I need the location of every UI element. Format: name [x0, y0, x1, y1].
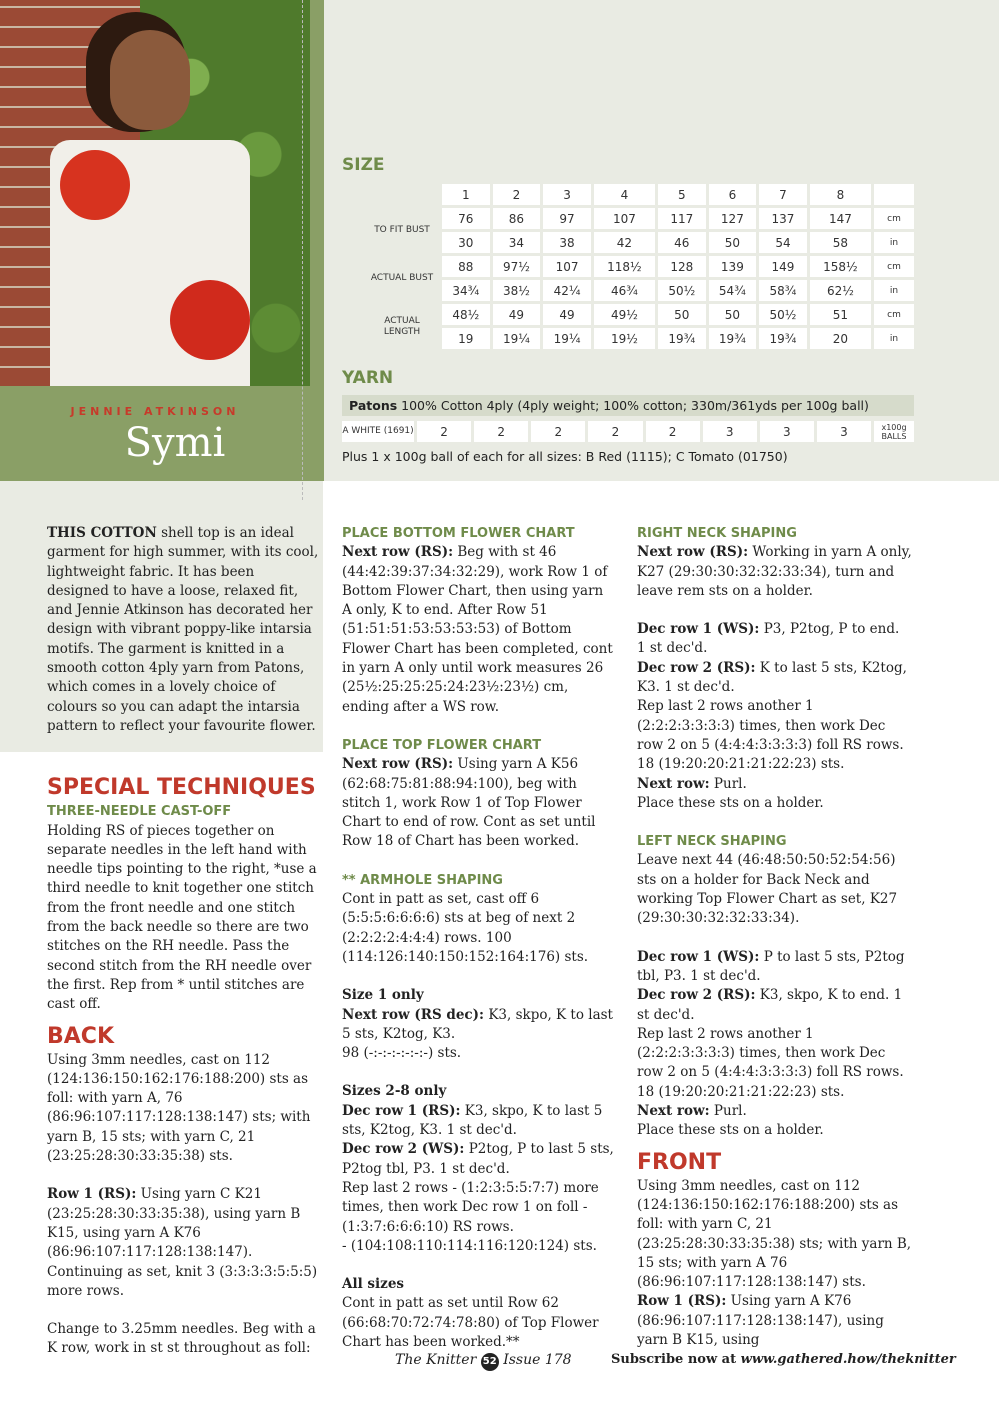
- cell: 137: [759, 208, 807, 229]
- info-panel: [324, 0, 999, 481]
- cell: 19: [442, 328, 490, 349]
- ball-cell: 3: [760, 421, 814, 442]
- unit-cm: cm: [874, 256, 914, 277]
- size-cell: 7: [759, 184, 807, 205]
- cell: 42¼: [543, 280, 591, 301]
- yarn-row-label: A WHITE (1691): [342, 421, 414, 442]
- unit-cm: cm: [874, 304, 914, 325]
- yarn-desc-bar: [342, 395, 914, 416]
- right-neck-dec: Dec row 1 (WS): P3, P2tog, P to end. 1 st dec'd. Dec row 2 (RS): K to last 5 sts, K2tog, K3. 1 st dec'd. Rep last 2 rows another 1 (2:2:2:3:3:3:3) times, then work Dec row 2 on 5 (4:4:4:3:3:3:3) foll RS rows. 18 (19:20:20:21:21:22:23) sts. Next row: Purl. Place these sts on a holder.: [637, 621, 907, 811]
- cell: 158½: [810, 256, 871, 277]
- unit-in: in: [874, 328, 914, 349]
- cell: 62½: [810, 280, 871, 301]
- cell: 58¾: [759, 280, 807, 301]
- size-cell: 3: [543, 184, 591, 205]
- ball-cell: 3: [817, 421, 871, 442]
- cell: 128: [658, 256, 706, 277]
- model-photo: [0, 0, 310, 386]
- cell: 38: [543, 232, 591, 253]
- footer-right: [611, 1352, 956, 1367]
- cell: 147: [810, 208, 871, 229]
- cell: 50½: [759, 304, 807, 325]
- cell: 19¼: [493, 328, 541, 349]
- yarn-table: [339, 418, 917, 445]
- left-neck-dec: Dec row 1 (WS): P to last 5 sts, P2tog tbl, P3. 1 st dec'd. Dec row 2 (RS): K3, skpo, K to end. 1 st dec'd. Rep last 2 rows another 1 (2:2:2:3:3:3:3) times, then work Dec row 2 on 5 (4:4:4:3:3:3:3) foll RS rows. 18 (19:20:20:21:21:22:23) sts. Next row: Purl. Place these sts on a holder.: [637, 948, 905, 1139]
- size-heading: SIZE: [342, 155, 385, 175]
- yarn-heading: YARN: [342, 368, 394, 388]
- technique-text: Holding RS of pieces together on separate needles in the left hand with needle tips pointing to the right, *use a third needle to knit together one stitch from the front needle and one stitch from the back needle so there are two stitches on the RH needle. Pass the second stitch from the RH needle over the first. Rep from * until stitches are cast off.: [47, 822, 317, 1013]
- magazine-name: The Knitter: [395, 1352, 477, 1368]
- cell: 86: [493, 208, 541, 229]
- yarn-brand: Patons: [349, 398, 398, 413]
- cell: 49: [543, 304, 591, 325]
- cell: 34¾: [442, 280, 490, 301]
- poppy-motif: [60, 150, 130, 220]
- front-text: Using 3mm needles, cast on 112 (124:136:150:162:176:188:200) sts as foll: with yarn C, 21 (23:25:28:30:33:35:38) sts; with yarn B, 15 sts; with yarn A 76 (86:96:107:117:128:138:147) sts. Row 1 (RS): Using yarn A K76 (86:96:107:117:128:138:147), using yarn B K15, using: [637, 1177, 912, 1348]
- page-number: 52: [481, 1353, 499, 1371]
- cell: 34: [493, 232, 541, 253]
- yarn-extra: Plus 1 x 100g ball of each for all sizes: B Red (1115); C Tomato (01750): [342, 449, 788, 464]
- unit-cm: cm: [874, 208, 914, 229]
- bottom-flower-text: Next row (RS): Beg with st 46 (44:42:39:37:34:32:29), work Row 1 of Bottom Flower Chart, then using yarn A only, K to end. After Row 51 (51:51:51:53:53:53:53) of Bottom Flower Chart has been completed, cont in yarn A only until work measures 26 (25½:25:25:25:24:23½:23½) cm, ending after a WS row.: [342, 544, 613, 715]
- cell: 127: [709, 208, 757, 229]
- cell: 19¼: [543, 328, 591, 349]
- ball-cell: 2: [474, 421, 528, 442]
- cell: 107: [543, 256, 591, 277]
- size1-text: Size 1 only Next row (RS dec): K3, skpo, K to last 5 sts, K2tog, K3. 98 (-:-:-:-:-:-:-) sts.: [342, 987, 613, 1062]
- back-row1: Row 1 (RS): Using yarn C K21 (23:25:28:30:33:35:38), using yarn B K15, using yarn A K76 (86:96:107:117:128:138:147). Continuing as set, knit 3 (3:3:3:3:5:5:5) more rows.: [47, 1186, 318, 1299]
- ball-unit: x100g BALLS: [874, 421, 914, 442]
- cell: 20: [810, 328, 871, 349]
- row-label: ACTUAL LENGTH: [365, 304, 439, 349]
- cell: 149: [759, 256, 807, 277]
- cell: 30: [442, 232, 490, 253]
- top-flower-text: Next row (RS): Using yarn A K56 (62:68:75:81:88:94:100), beg with stitch 1, work Row 1 of Top Flower Chart to end of row. Cont as set until Row 18 of Chart has been worked.: [342, 756, 596, 850]
- heading-special-techniques: SPECIAL TECHNIQUES: [47, 775, 316, 801]
- ball-cell: 2: [417, 421, 471, 442]
- cell: 139: [709, 256, 757, 277]
- cell: 46: [658, 232, 706, 253]
- row-label: ACTUAL BUST: [365, 256, 439, 301]
- ball-cell: 2: [531, 421, 585, 442]
- cell: 97½: [493, 256, 541, 277]
- ball-cell: 2: [588, 421, 642, 442]
- ball-cell: 2: [646, 421, 700, 442]
- left-neck-text: Leave next 44 (46:48:50:50:52:54:56) sts on a holder for Back Neck and working Top Flower Chart as set, K27 (29:30:30:32:32:33:34).: [637, 852, 898, 927]
- cell: 42: [594, 232, 655, 253]
- sizes2-8-text: Sizes 2-8 only Dec row 1 (RS): K3, skpo, K to last 5 sts, K2tog, K3. 1 st dec'd. Dec row 2 (WS): P2tog, P to last 5 sts, P2tog tbl, P3. 1 st dec'd. Rep last 2 rows - (1:2:3:5:5:7:7) more times, then work Dec row 1 on foll - (1:3:7:6:6:6:10) RS rows. - (104:108:110:114:116:120:124) sts.: [342, 1083, 614, 1254]
- unit-in: in: [874, 280, 914, 301]
- cell: 19½: [594, 328, 655, 349]
- size-cell: 8: [810, 184, 871, 205]
- right-neck-text: Next row (RS): Working in yarn A only, K27 (29:30:30:32:32:33:34), turn and leave rem sts on a holder.: [637, 544, 912, 599]
- cell: 76: [442, 208, 490, 229]
- cell: 107: [594, 208, 655, 229]
- unit-in: in: [874, 232, 914, 253]
- size-table: [362, 181, 917, 352]
- heading-right-neck: RIGHT NECK SHAPING: [637, 526, 797, 541]
- heading-bottom-flower: PLACE BOTTOM FLOWER CHART: [342, 526, 575, 541]
- designer-name: JENNIE ATKINSON: [70, 405, 240, 418]
- ball-cell: 3: [703, 421, 757, 442]
- all-sizes-text: All sizes Cont in patt as set until Row 62 (66:68:70:72:74:78:80) of Top Flower Chart has been worked.**: [342, 1276, 599, 1350]
- armhole-text: Cont in patt as set, cast off 6 (5:5:5:6:6:6:6) sts at beg of next 2 (2:2:2:2:4:4:4) rows. 100 (114:126:140:150:152:164:176) sts.: [342, 891, 589, 965]
- cell: 19¾: [658, 328, 706, 349]
- cell: 19¾: [759, 328, 807, 349]
- model-figure: [50, 30, 250, 386]
- stitch-line: [302, 0, 303, 500]
- heading-back: BACK: [47, 1023, 114, 1049]
- issue-number: Issue 178: [503, 1352, 572, 1368]
- model-head: [110, 30, 190, 130]
- heading-three-needle: THREE-NEEDLE CAST-OFF: [47, 804, 232, 820]
- cell: 50½: [658, 280, 706, 301]
- blank: [874, 184, 914, 205]
- cell: 50: [709, 304, 757, 325]
- cell: 58: [810, 232, 871, 253]
- heading-left-neck: LEFT NECK SHAPING: [637, 834, 787, 850]
- row-label: TO FIT BUST: [365, 208, 439, 253]
- edge-stripe: [310, 0, 324, 481]
- cell: 19¾: [709, 328, 757, 349]
- back-text: Using 3mm needles, cast on 112 (124:136:150:162:176:188:200) sts as foll: with yarn A, 76 (86:96:107:117:128:138:147) sts; with yarn B, 15 sts; with yarn C, 21 (23:25:28:30:33:35:38) sts.: [47, 1051, 311, 1165]
- cell: 38½: [493, 280, 541, 301]
- cell: 117: [658, 208, 706, 229]
- cell: 97: [543, 208, 591, 229]
- cell: 46¾: [594, 280, 655, 301]
- poppy-motif: [170, 280, 250, 360]
- subscribe-url[interactable]: www.gathered.how/theknitter: [740, 1352, 956, 1367]
- size-cell: 2: [493, 184, 541, 205]
- column-1: [47, 524, 319, 1359]
- subscribe-text: Subscribe now at: [611, 1352, 737, 1367]
- cell: 50: [709, 232, 757, 253]
- cell: 48½: [442, 304, 490, 325]
- cell: 54: [759, 232, 807, 253]
- heading-armhole: ** ARMHOLE SHAPING: [342, 872, 503, 888]
- cell: 118½: [594, 256, 655, 277]
- back-text-2: Change to 3.25mm needles. Beg with a K row, work in st st throughout as foll:: [47, 1321, 316, 1357]
- cell: 50: [658, 304, 706, 325]
- column-2: [342, 524, 614, 1352]
- blank: [365, 184, 439, 205]
- yarn-desc: 100% Cotton 4ply (4ply weight; 100% cotton; 330m/361yds per 100g ball): [401, 398, 869, 413]
- pattern-title: Symi: [124, 420, 226, 466]
- intro-text: THIS COTTON shell top is an ideal garment for high summer, with its cool, lightweight fabric. It has been designed to have a loose, relaxed fit, and Jennie Atkinson has decorated her design with vibrant poppy-like intarsia motifs. The garment is knitted in a smooth cotton 4ply yarn from Patons, which comes in a lovely choice of colours so you can adapt the intarsia pattern to reflect your favourite flower.: [47, 525, 319, 734]
- cell: 88: [442, 256, 490, 277]
- footer-left: [395, 1352, 572, 1371]
- heading-front: FRONT: [637, 1149, 722, 1175]
- size-cell: 4: [594, 184, 655, 205]
- cell: 54¾: [709, 280, 757, 301]
- cell: 49: [493, 304, 541, 325]
- heading-top-flower: PLACE TOP FLOWER CHART: [342, 737, 542, 753]
- size-cell: 5: [658, 184, 706, 205]
- column-3: [637, 524, 912, 1350]
- size-cell: 6: [709, 184, 757, 205]
- cell: 49½: [594, 304, 655, 325]
- cell: 51: [810, 304, 871, 325]
- size-cell: 1: [442, 184, 490, 205]
